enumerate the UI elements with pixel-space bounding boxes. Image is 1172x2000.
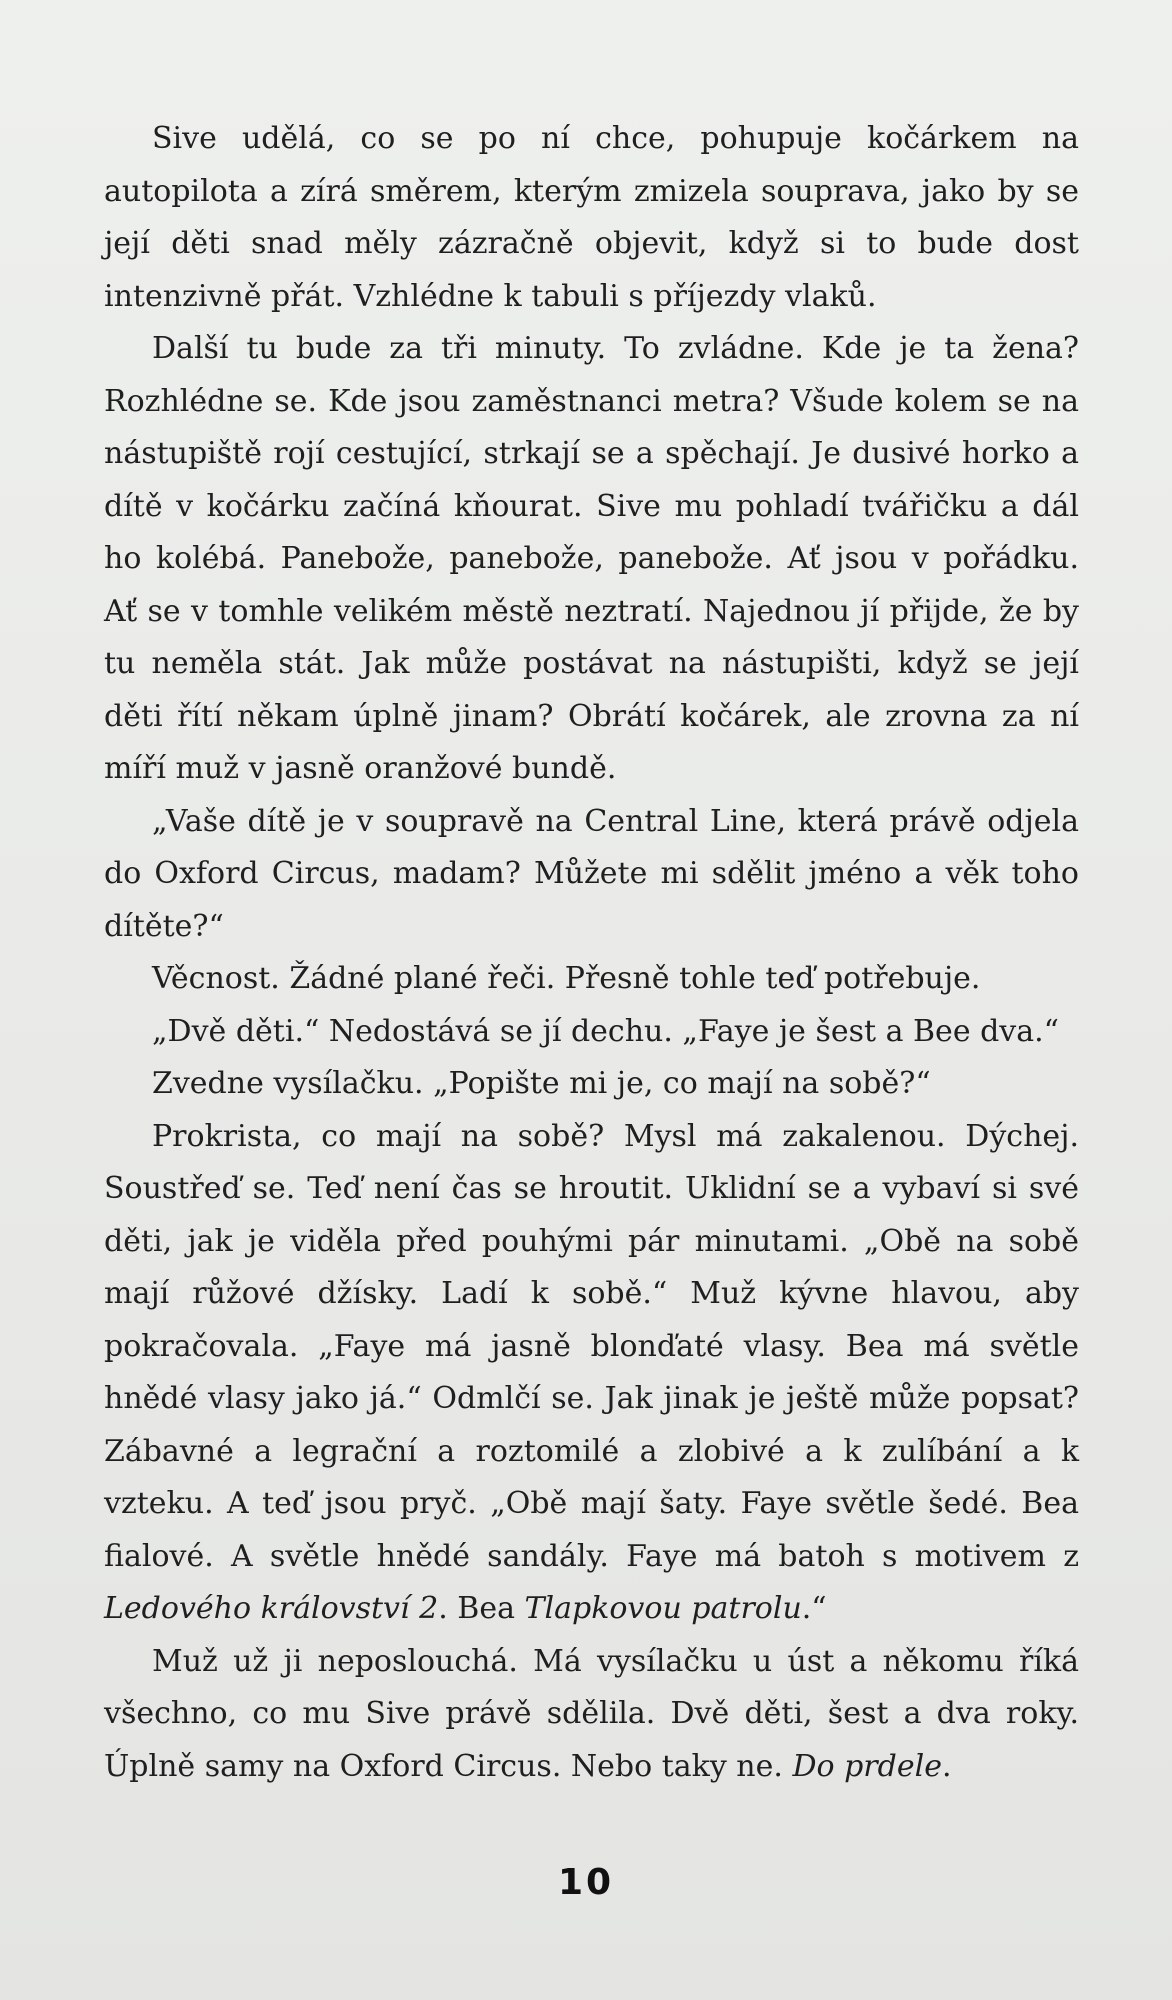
paragraph	[104, 113, 1079, 323]
text-run: Muž už ji neposlouchá. Má vysílačku u úst a někomu říká všechno, co mu Sive právě sdělila. Dvě děti, šest a dva roky. Úplně samy na Oxford Circus. Nebo taky ne.	[104, 1643, 1079, 1784]
text-run: . Bea	[438, 1591, 525, 1626]
paragraph	[104, 1636, 1079, 1794]
text-run: Věcnost. Žádné plané řeči. Přesně tohle teď potřebuje.	[152, 961, 981, 996]
paragraph	[104, 323, 1079, 796]
italic-text: Tlapkovou patrolu	[524, 1591, 802, 1626]
text-run: „Vaše dítě je v soupravě na Central Line, která právě odjela do Oxford Circus, madam? Můžete mi sdělit jméno a věk toho dítěte?“	[104, 803, 1079, 944]
paragraph	[104, 796, 1079, 954]
italic-text: Ledového království 2	[104, 1591, 439, 1626]
italic-text: Do prdele	[792, 1748, 942, 1784]
text-run: „Dvě děti.“ Nedostává se jí dechu. „Faye je šest a Bee dva.“	[152, 1013, 1060, 1049]
paragraph	[104, 1006, 1079, 1059]
text-run: .	[941, 1748, 952, 1784]
text-run: Zvedne vysílačku. „Popište mi je, co mají na sobě?“	[152, 1066, 931, 1101]
text-run: Další tu bude za tři minuty. To zvládne. Kde je ta žena? Rozhlédne se. Kde jsou zaměstnanci metra? Všude kolem se na nástupiště rojí cestující, strkají se a spěchají. Je dusivé horko a dítě v kočárku začíná kňourat. Sive mu pohladí tvářičku a dál ho kolébá. Panebože, panebože, panebože. Ať jsou v pořádku. Ať se v tomhle velikém městě neztratí. Najednou jí přijde, že by tu neměla stát. Jak může postávat na nástupišti, když se její děti řítí někam úplně jinam? Obrátí kočárek, ale zrovna za ní míří muž v jasně oranžové bundě.	[104, 331, 1079, 786]
body-text	[104, 113, 1079, 1793]
paragraph	[104, 953, 1079, 1006]
paragraph	[104, 1111, 1079, 1636]
text-run: Sive udělá, co se po ní chce, pohupuje kočárkem na autopilota a zírá směrem, kterým zmizela souprava, jako by se její děti snad měly zázračně objevit, když si to bude dost intenzivně přát. Vzhlédne k tabuli s příjezdy vlaků.	[104, 121, 1079, 314]
page-number: 10	[557, 1862, 615, 1903]
paragraph	[104, 1058, 1079, 1111]
text-run: Prokrista, co mají na sobě? Mysl má zakalenou. Dýchej. Soustřeď se. Teď není čas se hroutit. Uklidní se a vybaví si své děti, jak je viděla před pouhými pár minutami. „Obě na sobě mají růžové džísky. Ladí k sobě.“ Muž kývne hlavou, aby pokračovala. „Faye má jasně blonďaté vlasy. Bea má světle hnědé vlasy jako já.“ Odmlčí se. Jak jinak je ještě může popsat? Zábavné a legrační a roztomilé a zlobivé a k zulíbání a k vzteku. A teď jsou pryč. „Obě mají šaty. Faye světle šedé. Bea fialové. A světle hnědé sandály. Faye má batoh s motivem z	[104, 1118, 1079, 1574]
text-run: .“	[801, 1591, 827, 1626]
